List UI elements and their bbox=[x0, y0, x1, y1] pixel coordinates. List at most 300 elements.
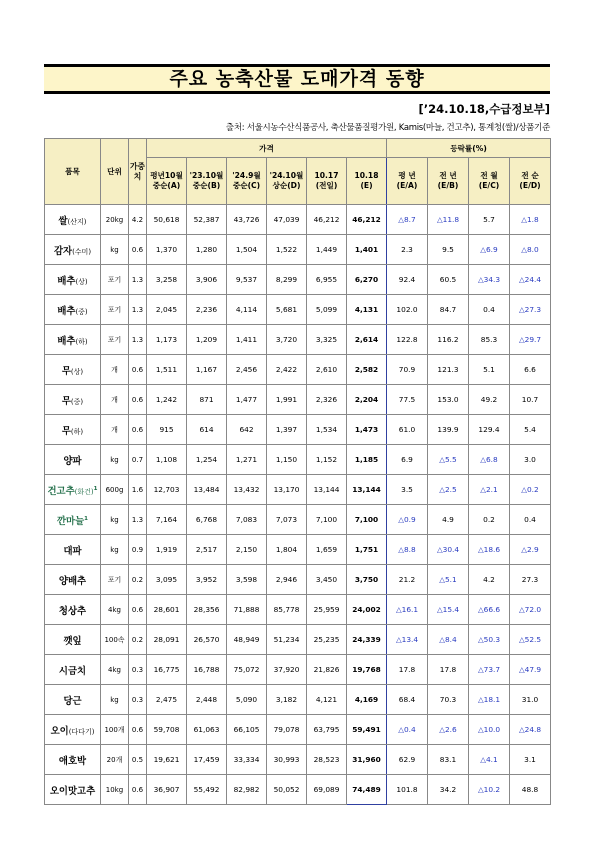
price-cell: 2,614 bbox=[347, 325, 387, 355]
table-row bbox=[45, 715, 551, 745]
rate-cell: △15.4 bbox=[428, 595, 469, 625]
header-price-line2: 상순(D) bbox=[272, 181, 301, 190]
table-row bbox=[45, 775, 551, 805]
price-cell: 1,167 bbox=[187, 355, 227, 385]
rate-cell: △11.8 bbox=[428, 205, 469, 235]
item-cell bbox=[45, 325, 101, 355]
header-price-line1: 평년10월 bbox=[150, 171, 183, 180]
item-cell bbox=[45, 355, 101, 385]
unit-cell: 개 bbox=[101, 385, 129, 415]
price-cell: 1,991 bbox=[267, 385, 307, 415]
price-cell: 21,826 bbox=[307, 655, 347, 685]
item-grade: (수미) bbox=[72, 247, 92, 256]
table-row bbox=[45, 295, 551, 325]
price-cell: 28,091 bbox=[147, 625, 187, 655]
unit-cell: 20kg bbox=[101, 205, 129, 235]
unit-cell: 20개 bbox=[101, 745, 129, 775]
item-footnote-mark: 1 bbox=[93, 485, 98, 492]
price-cell: 16,788 bbox=[187, 655, 227, 685]
price-cell: 43,726 bbox=[227, 205, 267, 235]
price-cell: 1,370 bbox=[147, 235, 187, 265]
item-cell bbox=[45, 295, 101, 325]
unit-cell: kg bbox=[101, 235, 129, 265]
rate-cell: △5.1 bbox=[428, 565, 469, 595]
price-cell: 7,164 bbox=[147, 505, 187, 535]
unit-cell: 600g bbox=[101, 475, 129, 505]
header-price-col bbox=[227, 158, 267, 205]
rate-cell: 34.2 bbox=[428, 775, 469, 805]
price-cell: 7,100 bbox=[347, 505, 387, 535]
rate-cell: 10.7 bbox=[510, 385, 551, 415]
rate-cell: 17.8 bbox=[387, 655, 428, 685]
rate-cell: 48.8 bbox=[510, 775, 551, 805]
price-cell: 63,795 bbox=[307, 715, 347, 745]
unit-cell: 10kg bbox=[101, 775, 129, 805]
item-grade: (다다기) bbox=[68, 727, 95, 736]
header-price-line1: '24.10월 bbox=[269, 171, 304, 180]
rate-cell: 70.9 bbox=[387, 355, 428, 385]
price-cell: 1,254 bbox=[187, 445, 227, 475]
weight-cell: 0.6 bbox=[129, 385, 147, 415]
item-name: 애호박 bbox=[58, 755, 87, 767]
price-cell: 69,089 bbox=[307, 775, 347, 805]
price-cell: 1,477 bbox=[227, 385, 267, 415]
rate-cell: 85.3 bbox=[469, 325, 510, 355]
item-cell bbox=[45, 445, 101, 475]
rate-cell: △6.9 bbox=[469, 235, 510, 265]
price-cell: 1,242 bbox=[147, 385, 187, 415]
item-cell bbox=[45, 655, 101, 685]
price-cell: 2,045 bbox=[147, 295, 187, 325]
item-grade: (중) bbox=[70, 397, 84, 406]
price-cell: 12,703 bbox=[147, 475, 187, 505]
price-cell: 1,504 bbox=[227, 235, 267, 265]
header-price-line2: 중순(A) bbox=[152, 181, 181, 190]
item-name: 쌀 bbox=[58, 215, 68, 227]
unit-cell: 포기 bbox=[101, 565, 129, 595]
header-price-line2: 중순(C) bbox=[232, 181, 261, 190]
price-cell: 915 bbox=[147, 415, 187, 445]
unit-cell: 개 bbox=[101, 355, 129, 385]
price-cell: 1,185 bbox=[347, 445, 387, 475]
price-cell: 28,601 bbox=[147, 595, 187, 625]
price-cell: 51,234 bbox=[267, 625, 307, 655]
unit-cell: 4kg bbox=[101, 655, 129, 685]
item-cell bbox=[45, 535, 101, 565]
price-cell: 47,039 bbox=[267, 205, 307, 235]
price-cell: 19,621 bbox=[147, 745, 187, 775]
item-name: 양파 bbox=[63, 455, 82, 467]
header-rate-line1: 전 순 bbox=[521, 171, 539, 180]
header-rate-line1: 전 년 bbox=[439, 171, 457, 180]
price-cell: 13,484 bbox=[187, 475, 227, 505]
rate-cell: △2.1 bbox=[469, 475, 510, 505]
price-cell: 1,804 bbox=[267, 535, 307, 565]
header-price-col bbox=[347, 158, 387, 205]
item-name: 무 bbox=[61, 395, 71, 407]
header-price-col bbox=[267, 158, 307, 205]
item-cell bbox=[45, 625, 101, 655]
weight-cell: 0.6 bbox=[129, 595, 147, 625]
rate-cell: △5.5 bbox=[428, 445, 469, 475]
price-cell: 1,397 bbox=[267, 415, 307, 445]
price-cell: 2,448 bbox=[187, 685, 227, 715]
rate-cell: △8.4 bbox=[428, 625, 469, 655]
price-cell: 28,356 bbox=[187, 595, 227, 625]
weight-cell: 0.6 bbox=[129, 775, 147, 805]
weight-cell: 0.9 bbox=[129, 535, 147, 565]
weight-cell: 0.7 bbox=[129, 445, 147, 475]
header-price-col bbox=[307, 158, 347, 205]
header-price-line1: '24.9월 bbox=[232, 171, 261, 180]
rate-cell: 17.8 bbox=[428, 655, 469, 685]
rate-cell: 116.2 bbox=[428, 325, 469, 355]
rate-cell: △4.1 bbox=[469, 745, 510, 775]
rate-cell: △18.1 bbox=[469, 685, 510, 715]
item-name: 오이 bbox=[50, 725, 69, 737]
item-cell bbox=[45, 505, 101, 535]
table-row bbox=[45, 505, 551, 535]
price-cell: 1,411 bbox=[227, 325, 267, 355]
price-cell: 61,063 bbox=[187, 715, 227, 745]
rate-cell: △18.6 bbox=[469, 535, 510, 565]
header-rate-line1: 전 월 bbox=[480, 171, 498, 180]
header-price-line1: '23.10월 bbox=[189, 171, 224, 180]
table-row bbox=[45, 565, 551, 595]
rate-cell: △2.5 bbox=[428, 475, 469, 505]
unit-cell: kg bbox=[101, 535, 129, 565]
price-cell: 17,459 bbox=[187, 745, 227, 775]
price-cell: 82,982 bbox=[227, 775, 267, 805]
price-cell: 26,570 bbox=[187, 625, 227, 655]
rate-cell: △16.1 bbox=[387, 595, 428, 625]
price-cell: 5,099 bbox=[307, 295, 347, 325]
header-rate-line1: 평 년 bbox=[398, 171, 416, 180]
price-cell: 1,152 bbox=[307, 445, 347, 475]
item-name: 무 bbox=[61, 365, 71, 377]
price-cell: 1,150 bbox=[267, 445, 307, 475]
unit-cell: 100개 bbox=[101, 715, 129, 745]
item-name: 감자 bbox=[53, 245, 73, 257]
rate-cell: 77.5 bbox=[387, 385, 428, 415]
rate-cell: 31.0 bbox=[510, 685, 551, 715]
item-grade: (화건) bbox=[74, 487, 94, 496]
price-cell: 7,100 bbox=[307, 505, 347, 535]
price-cell: 1,751 bbox=[347, 535, 387, 565]
item-cell bbox=[45, 205, 101, 235]
rate-cell: 5.7 bbox=[469, 205, 510, 235]
rate-cell: 139.9 bbox=[428, 415, 469, 445]
rate-cell: △8.7 bbox=[387, 205, 428, 235]
header-rate-col bbox=[469, 158, 510, 205]
price-cell: 2,610 bbox=[307, 355, 347, 385]
price-cell: 7,073 bbox=[267, 505, 307, 535]
title-box bbox=[44, 64, 550, 94]
price-cell: 3,258 bbox=[147, 265, 187, 295]
item-name: 당근 bbox=[63, 695, 82, 707]
header-weight: 가중치 bbox=[129, 139, 147, 205]
price-table bbox=[44, 138, 551, 805]
price-cell: 48,949 bbox=[227, 625, 267, 655]
item-grade: (하) bbox=[75, 337, 88, 346]
weight-cell: 1.6 bbox=[129, 475, 147, 505]
price-cell: 36,907 bbox=[147, 775, 187, 805]
price-cell: 3,095 bbox=[147, 565, 187, 595]
price-cell: 5,681 bbox=[267, 295, 307, 325]
rate-cell: △50.3 bbox=[469, 625, 510, 655]
price-cell: 1,280 bbox=[187, 235, 227, 265]
unit-cell: kg bbox=[101, 445, 129, 475]
rate-cell: 5.4 bbox=[510, 415, 551, 445]
weight-cell: 1.3 bbox=[129, 325, 147, 355]
rate-cell: △73.7 bbox=[469, 655, 510, 685]
item-name: 시금치 bbox=[58, 665, 87, 677]
rate-cell: △10.0 bbox=[469, 715, 510, 745]
item-cell bbox=[45, 775, 101, 805]
source-line: 출처: 서울시농수산식품공사, 축산물품질평가원, Kamis(마늘, 건고추), 통계청(쌀)/상품기준 bbox=[225, 123, 550, 133]
header-price-line2: (E) bbox=[360, 181, 373, 190]
table-row bbox=[45, 625, 551, 655]
price-cell: 66,105 bbox=[227, 715, 267, 745]
table-row bbox=[45, 355, 551, 385]
price-cell: 74,489 bbox=[347, 775, 387, 805]
rate-cell: △0.4 bbox=[387, 715, 428, 745]
price-cell: 3,906 bbox=[187, 265, 227, 295]
item-name: 배추 bbox=[57, 305, 76, 317]
price-cell: 2,236 bbox=[187, 295, 227, 325]
header-rate-col bbox=[428, 158, 469, 205]
rate-cell: △27.3 bbox=[510, 295, 551, 325]
item-cell bbox=[45, 595, 101, 625]
price-cell: 25,959 bbox=[307, 595, 347, 625]
price-cell: 19,768 bbox=[347, 655, 387, 685]
price-cell: 614 bbox=[187, 415, 227, 445]
unit-cell: 100속 bbox=[101, 625, 129, 655]
price-cell: 2,150 bbox=[227, 535, 267, 565]
item-grade: (하) bbox=[70, 427, 84, 436]
rate-cell: 83.1 bbox=[428, 745, 469, 775]
item-grade: (산지) bbox=[67, 217, 87, 226]
price-cell: 3,182 bbox=[267, 685, 307, 715]
price-cell: 3,952 bbox=[187, 565, 227, 595]
rate-cell: △30.4 bbox=[428, 535, 469, 565]
item-cell bbox=[45, 415, 101, 445]
rate-cell: △34.3 bbox=[469, 265, 510, 295]
item-cell bbox=[45, 565, 101, 595]
price-cell: 55,492 bbox=[187, 775, 227, 805]
price-cell: 1,659 bbox=[307, 535, 347, 565]
table-row bbox=[45, 325, 551, 355]
rate-cell: 62.9 bbox=[387, 745, 428, 775]
weight-cell: 1.3 bbox=[129, 295, 147, 325]
weight-cell: 0.5 bbox=[129, 745, 147, 775]
rate-cell: △24.8 bbox=[510, 715, 551, 745]
price-cell: 4,131 bbox=[347, 295, 387, 325]
price-cell: 71,888 bbox=[227, 595, 267, 625]
price-cell: 13,144 bbox=[347, 475, 387, 505]
unit-cell: 포기 bbox=[101, 265, 129, 295]
rate-cell: 2.3 bbox=[387, 235, 428, 265]
rate-cell: △66.6 bbox=[469, 595, 510, 625]
rate-cell: △29.7 bbox=[510, 325, 551, 355]
price-cell: 4,121 bbox=[307, 685, 347, 715]
table-row bbox=[45, 385, 551, 415]
price-cell: 871 bbox=[187, 385, 227, 415]
price-cell: 46,212 bbox=[347, 205, 387, 235]
price-cell: 59,491 bbox=[347, 715, 387, 745]
header-price-line2: (전일) bbox=[315, 181, 338, 190]
rate-cell: 122.8 bbox=[387, 325, 428, 355]
rate-cell: △13.4 bbox=[387, 625, 428, 655]
weight-cell: 1.3 bbox=[129, 265, 147, 295]
weight-cell: 0.3 bbox=[129, 685, 147, 715]
unit-cell: 포기 bbox=[101, 295, 129, 325]
rate-cell: △0.2 bbox=[510, 475, 551, 505]
price-cell: 1,511 bbox=[147, 355, 187, 385]
rate-cell: 92.4 bbox=[387, 265, 428, 295]
item-name: 배추 bbox=[57, 275, 76, 287]
header-price-line1: 10.17 bbox=[314, 171, 339, 180]
header-rate-line2: (E/C) bbox=[478, 181, 500, 190]
rate-cell: 21.2 bbox=[387, 565, 428, 595]
rate-cell: 60.5 bbox=[428, 265, 469, 295]
price-cell: 3,720 bbox=[267, 325, 307, 355]
price-cell: 2,326 bbox=[307, 385, 347, 415]
weight-cell: 0.3 bbox=[129, 655, 147, 685]
price-cell: 2,582 bbox=[347, 355, 387, 385]
price-cell: 2,422 bbox=[267, 355, 307, 385]
price-cell: 3,325 bbox=[307, 325, 347, 355]
date-line: [’24.10.18,수급정보부] bbox=[418, 102, 550, 116]
price-cell: 2,475 bbox=[147, 685, 187, 715]
price-cell: 4,114 bbox=[227, 295, 267, 325]
rate-cell: 3.1 bbox=[510, 745, 551, 775]
rate-cell: 3.5 bbox=[387, 475, 428, 505]
weight-cell: 0.6 bbox=[129, 715, 147, 745]
rate-cell: 4.9 bbox=[428, 505, 469, 535]
table-row bbox=[45, 265, 551, 295]
rate-cell: △2.9 bbox=[510, 535, 551, 565]
price-cell: 59,708 bbox=[147, 715, 187, 745]
unit-cell: kg bbox=[101, 685, 129, 715]
price-cell: 6,955 bbox=[307, 265, 347, 295]
page-title: 주요 농축산물 도매가격 동향 bbox=[169, 68, 425, 90]
rate-cell: 5.1 bbox=[469, 355, 510, 385]
price-cell: 642 bbox=[227, 415, 267, 445]
unit-cell: kg bbox=[101, 505, 129, 535]
price-cell: 1,534 bbox=[307, 415, 347, 445]
item-cell bbox=[45, 385, 101, 415]
header-price-line1: 10.18 bbox=[354, 171, 379, 180]
price-cell: 31,960 bbox=[347, 745, 387, 775]
unit-cell: 포기 bbox=[101, 325, 129, 355]
item-name: 대파 bbox=[63, 545, 82, 557]
price-cell: 2,517 bbox=[187, 535, 227, 565]
item-cell bbox=[45, 475, 101, 505]
unit-cell: 개 bbox=[101, 415, 129, 445]
table-row bbox=[45, 445, 551, 475]
price-cell: 25,235 bbox=[307, 625, 347, 655]
price-cell: 13,170 bbox=[267, 475, 307, 505]
price-cell: 24,339 bbox=[347, 625, 387, 655]
rate-cell: 101.8 bbox=[387, 775, 428, 805]
rate-cell: 70.3 bbox=[428, 685, 469, 715]
weight-cell: 0.2 bbox=[129, 565, 147, 595]
rate-cell: 84.7 bbox=[428, 295, 469, 325]
rate-cell: △10.2 bbox=[469, 775, 510, 805]
price-cell: 5,090 bbox=[227, 685, 267, 715]
weight-cell: 0.6 bbox=[129, 235, 147, 265]
item-grade: (중) bbox=[75, 307, 88, 316]
rate-cell: 0.2 bbox=[469, 505, 510, 535]
unit-cell: 4kg bbox=[101, 595, 129, 625]
price-cell: 7,083 bbox=[227, 505, 267, 535]
weight-cell: 1.3 bbox=[129, 505, 147, 535]
rate-cell: 6.6 bbox=[510, 355, 551, 385]
price-cell: 2,456 bbox=[227, 355, 267, 385]
rate-cell: 4.2 bbox=[469, 565, 510, 595]
item-cell bbox=[45, 715, 101, 745]
rate-cell: 0.4 bbox=[510, 505, 551, 535]
item-name: 건고추 bbox=[47, 485, 75, 497]
price-cell: 1,522 bbox=[267, 235, 307, 265]
header-unit: 단위 bbox=[101, 139, 129, 205]
table-row bbox=[45, 595, 551, 625]
item-name: 깐마늘 bbox=[57, 515, 85, 527]
header-rate-line2: (E/D) bbox=[519, 181, 541, 190]
rate-cell: △72.0 bbox=[510, 595, 551, 625]
price-cell: 50,618 bbox=[147, 205, 187, 235]
item-footnote-mark: 1 bbox=[84, 515, 88, 522]
rate-cell: 102.0 bbox=[387, 295, 428, 325]
table-row bbox=[45, 745, 551, 775]
price-cell: 1,271 bbox=[227, 445, 267, 475]
price-cell: 16,775 bbox=[147, 655, 187, 685]
header-price-line2: 중순(B) bbox=[192, 181, 221, 190]
price-cell: 46,212 bbox=[307, 205, 347, 235]
price-cell: 1,209 bbox=[187, 325, 227, 355]
price-cell: 3,450 bbox=[307, 565, 347, 595]
item-cell bbox=[45, 265, 101, 295]
rate-cell: 49.2 bbox=[469, 385, 510, 415]
header-rate-line2: (E/A) bbox=[396, 181, 418, 190]
price-cell: 1,919 bbox=[147, 535, 187, 565]
price-cell: 13,144 bbox=[307, 475, 347, 505]
item-name: 양배추 bbox=[58, 575, 87, 587]
rate-cell: 0.4 bbox=[469, 295, 510, 325]
item-cell bbox=[45, 235, 101, 265]
rate-cell: 3.0 bbox=[510, 445, 551, 475]
weight-cell: 0.6 bbox=[129, 415, 147, 445]
weight-cell: 0.6 bbox=[129, 355, 147, 385]
price-cell: 28,523 bbox=[307, 745, 347, 775]
price-cell: 50,052 bbox=[267, 775, 307, 805]
table-row bbox=[45, 205, 551, 235]
item-cell bbox=[45, 745, 101, 775]
item-name: 배추 bbox=[57, 335, 76, 347]
rate-cell: △1.8 bbox=[510, 205, 551, 235]
header-price-col bbox=[147, 158, 187, 205]
rate-cell: 6.9 bbox=[387, 445, 428, 475]
price-cell: 4,169 bbox=[347, 685, 387, 715]
price-cell: 6,768 bbox=[187, 505, 227, 535]
rate-cell: △8.0 bbox=[510, 235, 551, 265]
price-cell: 1,473 bbox=[347, 415, 387, 445]
item-name: 오이맛고추 bbox=[49, 785, 96, 797]
item-cell bbox=[45, 685, 101, 715]
price-cell: 24,002 bbox=[347, 595, 387, 625]
header-rate-col bbox=[387, 158, 428, 205]
